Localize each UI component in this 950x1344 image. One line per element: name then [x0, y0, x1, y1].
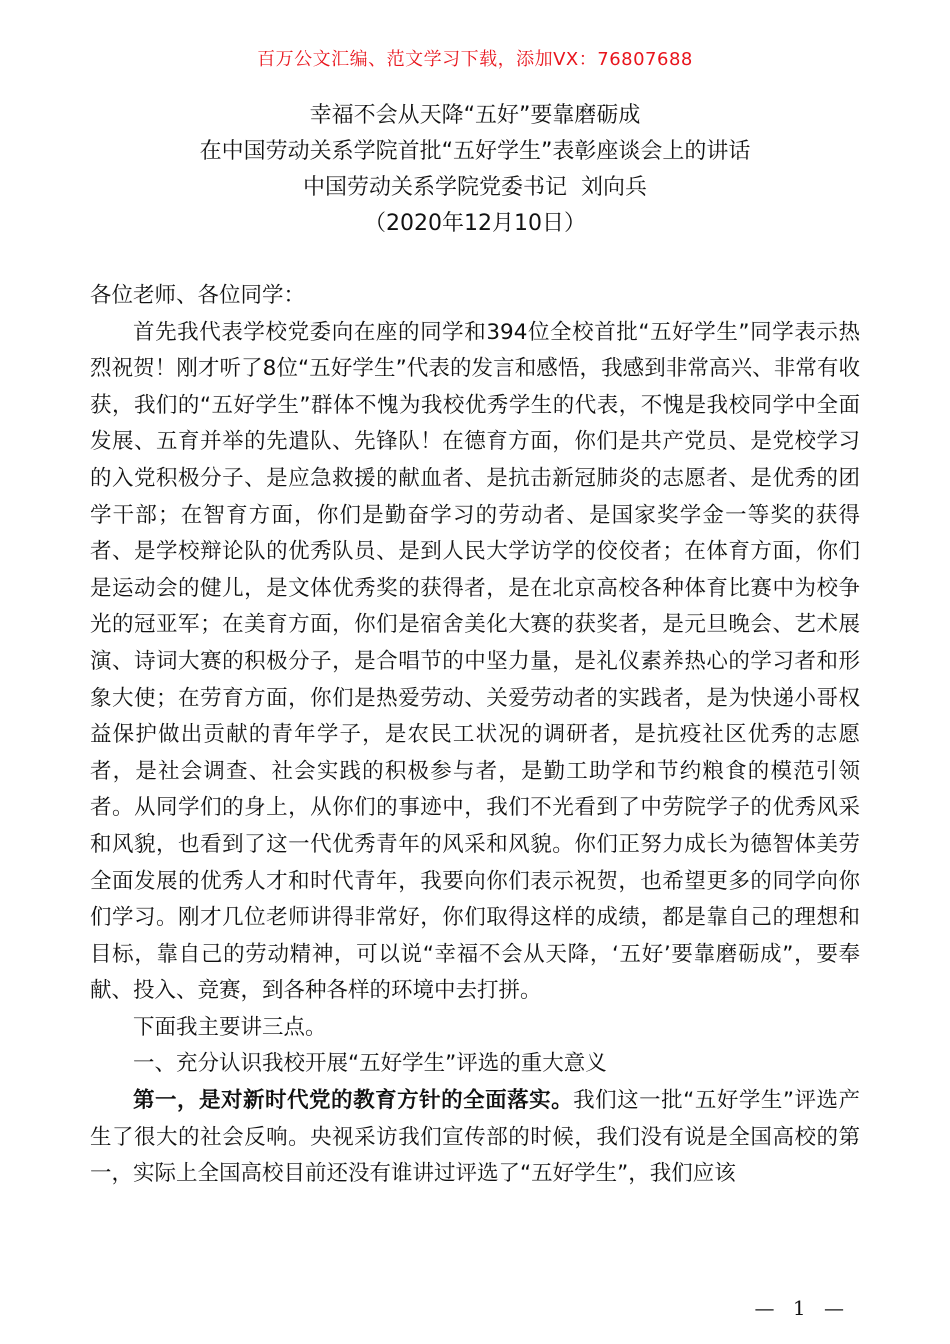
paragraph-1: 首先我代表学校党委向在座的同学和394位全校首批“五好学生”同学表示热烈祝贺！刚才听了8位“五好学生”代表的发言和感悟，我感到非常高兴、非常有收获，我们的“五好学生”群体不愧为我校优秀学生的代表，不愧是我校同学中全面发展、五育并举的先遣队、先锋队！在德育方面，你们是共产党员、是党校学习的入党积极分子、是应急救援的献血者、是抗击新冠肺炎的志愿者、是优秀的团学干部；在智育方面，你们是勤奋学习的劳动者、是国家奖学金一等奖的获得者、是学校辩论队的优秀队员、是到人民大学访学的佼佼者；在体育方面，你们是运动会的健儿，是文体优秀奖的获得者，是在北京高校各种体育比赛中为校争光的冠亚军；在美育方面，你们是宿舍美化大赛的获奖者，是元旦晚会、艺术展演、诗词大赛的积极分子，是合唱节的中坚力量，是礼仪素养热心的学习者和形象大使；在劳育方面，你们是热爱劳动、关爱劳动者的实践者，是为快递小哥权益保护做出贡献的青年学子，是农民工状况的调研者，是抗疫社区优秀的志愿者，是社会调查、社会实践的积极参与者，是勤工助学和节约粮食的模范引领者。从同学们的身上，从你们的事迹中，我们不光看到了中劳院学子的优秀风采和风貌，也看到了这一代优秀青年的风采和风貌。你们正努力成长为德智体美劳全面发展的优秀人才和时代青年，我要向你们表示祝贺，也希望更多的同学向你们学习。刚才几位老师讲得非常好，你们取得这样的成绩，都是靠自己的理想和目标，靠自己的劳动精神，可以说“幸福不会从天降，‘五好’要靠磨砺成”，要奉献、投入、竞赛，到各种各样的环境中去打拼。 [90, 319, 860, 1004]
body-text [90, 278, 860, 1193]
speaker-line: 中国劳动关系学院党委书记 刘向兵 [303, 175, 647, 200]
paragraph-3-rest: 我们这一批“五好学生”评选产生了很大的社会反响。央视采访我们宣传部的时候，我们没有说是全国高校的第一，实际上全国高校目前还没有谁讲过评选了“五好学生”，我们应该 [90, 1088, 860, 1187]
section-heading-1: 一、充分认识我校开展“五好学生”评选的重大意义 [133, 1051, 607, 1077]
title-block [0, 98, 950, 242]
speech-title: 幸福不会从天降“五好”要靠磨砺成 [309, 103, 641, 128]
paragraph-3-lead: 第一，是对新时代党的教育方针的全面落实。 [133, 1088, 574, 1114]
speech-date: （2020年12月10日） [364, 211, 586, 236]
paragraph-2: 下面我主要讲三点。 [133, 1014, 327, 1040]
paragraph-3 [90, 1083, 860, 1193]
promo-banner: 百万公文汇编、范文学习下载，添加VX：76807688 [257, 49, 693, 70]
page-number: — 1 — [754, 1296, 850, 1320]
speech-subtitle: 在中国劳动关系学院首批“五好学生”表彰座谈会上的讲话 [199, 139, 751, 164]
salutation: 各位老师、各位同学： [90, 283, 306, 308]
